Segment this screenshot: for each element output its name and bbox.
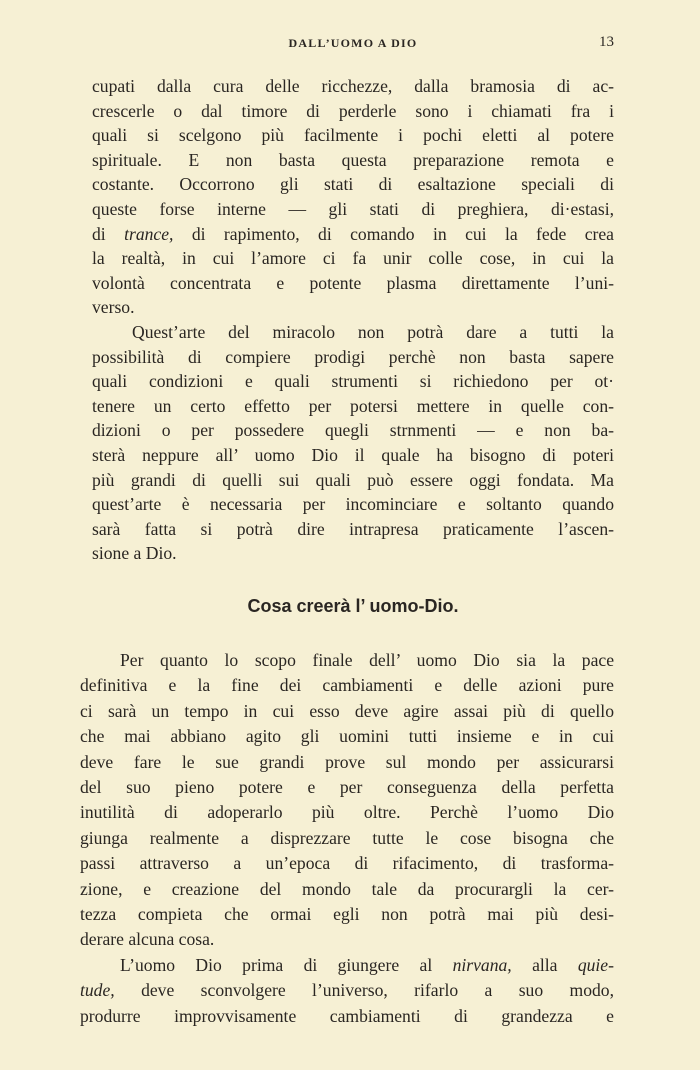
text-line: queste forse interne — gli stati di preghiera, di·estasi, [92, 198, 614, 219]
text-line: crescerle o dal timore di perderle sono i chiamati fra i [92, 100, 614, 121]
page-number: 13 [599, 34, 614, 50]
text-line: Per quanto lo scopo finale dell’ uomo Dio sia la pace [120, 650, 614, 670]
text-line: quest’arte è necessaria per incominciare e soltanto quando [92, 494, 614, 515]
text-line: ci sarà un tempo in cui esso deve agire assai più di quello [80, 700, 614, 721]
text-line: verso. [92, 297, 135, 318]
text-line: inutilità di adoperarlo più oltre. Perchè l’uomo Dio [80, 802, 614, 823]
text-line: più grandi di quelli sui quali può essere oggi fondata. Ma [92, 469, 614, 490]
text-line: giunga realmente a disprezzare tutte le cose bisogna che [80, 827, 614, 848]
text-line: quali condizioni e quali strumenti si richiedono per ot· [92, 371, 614, 392]
text-line: tezza compieta che ormai egli non potrà mai più desi- [80, 904, 614, 925]
text-line: tenere un certo effetto per potersi mettere in quelle con- [92, 395, 614, 416]
section-heading: Cosa creerà l’ uomo-Dio. [247, 596, 459, 616]
running-title: DALL’UOMO A DIO [288, 36, 418, 50]
italic-word: quie- [577, 954, 614, 975]
text-line: dizioni o per possedere quegli strnmenti — e non ba- [92, 420, 614, 441]
text-block-bottom [80, 648, 614, 1029]
text-line: che mai abbiano agito gli uomini tutti insieme e in cui [80, 726, 614, 747]
text-line: tude, deve sconvolgere l’universo, rifarlo a suo modo, [80, 980, 614, 1001]
italic-word: tude, [80, 980, 115, 1001]
text-line: sterà neppure all’ uomo Dio il quale ha bisogno di poteri [92, 444, 614, 465]
text-line: derare alcuna cosa. [80, 929, 215, 950]
text-line: di trance, di rapimento, di comando in cui la fede crea [92, 223, 614, 244]
text-line: sarà fatta si potrà dire intrapresa praticamente l’ascen- [92, 518, 614, 539]
text-line: definitiva e la fine dei cambiamenti e delle azioni pure [80, 675, 614, 696]
text-line: zione, e creazione del mondo tale da procurargli la cer- [80, 878, 614, 899]
text-line: Quest’arte del miracolo non potrà dare a tutti la [132, 321, 614, 342]
italic-word: trance, [124, 223, 174, 244]
text-line: cupati dalla cura delle ricchezze, dalla bramosia di ac- [92, 76, 614, 96]
text-line: del suo pieno potere e per conseguenza della perfetta [80, 777, 614, 798]
text-block-top [92, 74, 614, 566]
text-line: spirituale. E non basta questa preparazione remota e [92, 149, 614, 170]
text-line: passi attraverso a un’epoca di rifacimento, di trasforma- [80, 853, 614, 874]
text-line: deve fare le sue grandi prove sul mondo per assicurarsi [80, 751, 614, 772]
text-line: quali si scelgono più facilmente i pochi eletti al potere [92, 125, 614, 146]
text-line: sione a Dio. [92, 543, 177, 564]
text-line: L’uomo Dio prima di giungere al nirvana, alla quie- [120, 954, 614, 975]
text-line: possibilità di compiere prodigi perchè non basta sapere [92, 346, 614, 367]
text-line: produrre improvvisamente cambiamenti di grandezza e [80, 1005, 614, 1026]
text-line: la realtà, in cui l’amore ci fa unir colle cose, in cui la [92, 248, 614, 269]
italic-word: nirvana, [452, 954, 512, 975]
text-line: costante. Occorrono gli stati di esaltazione speciali di [92, 174, 614, 195]
text-line: volontà concentrata e potente plasma direttamente l’uni- [92, 272, 614, 293]
running-head [92, 36, 614, 56]
